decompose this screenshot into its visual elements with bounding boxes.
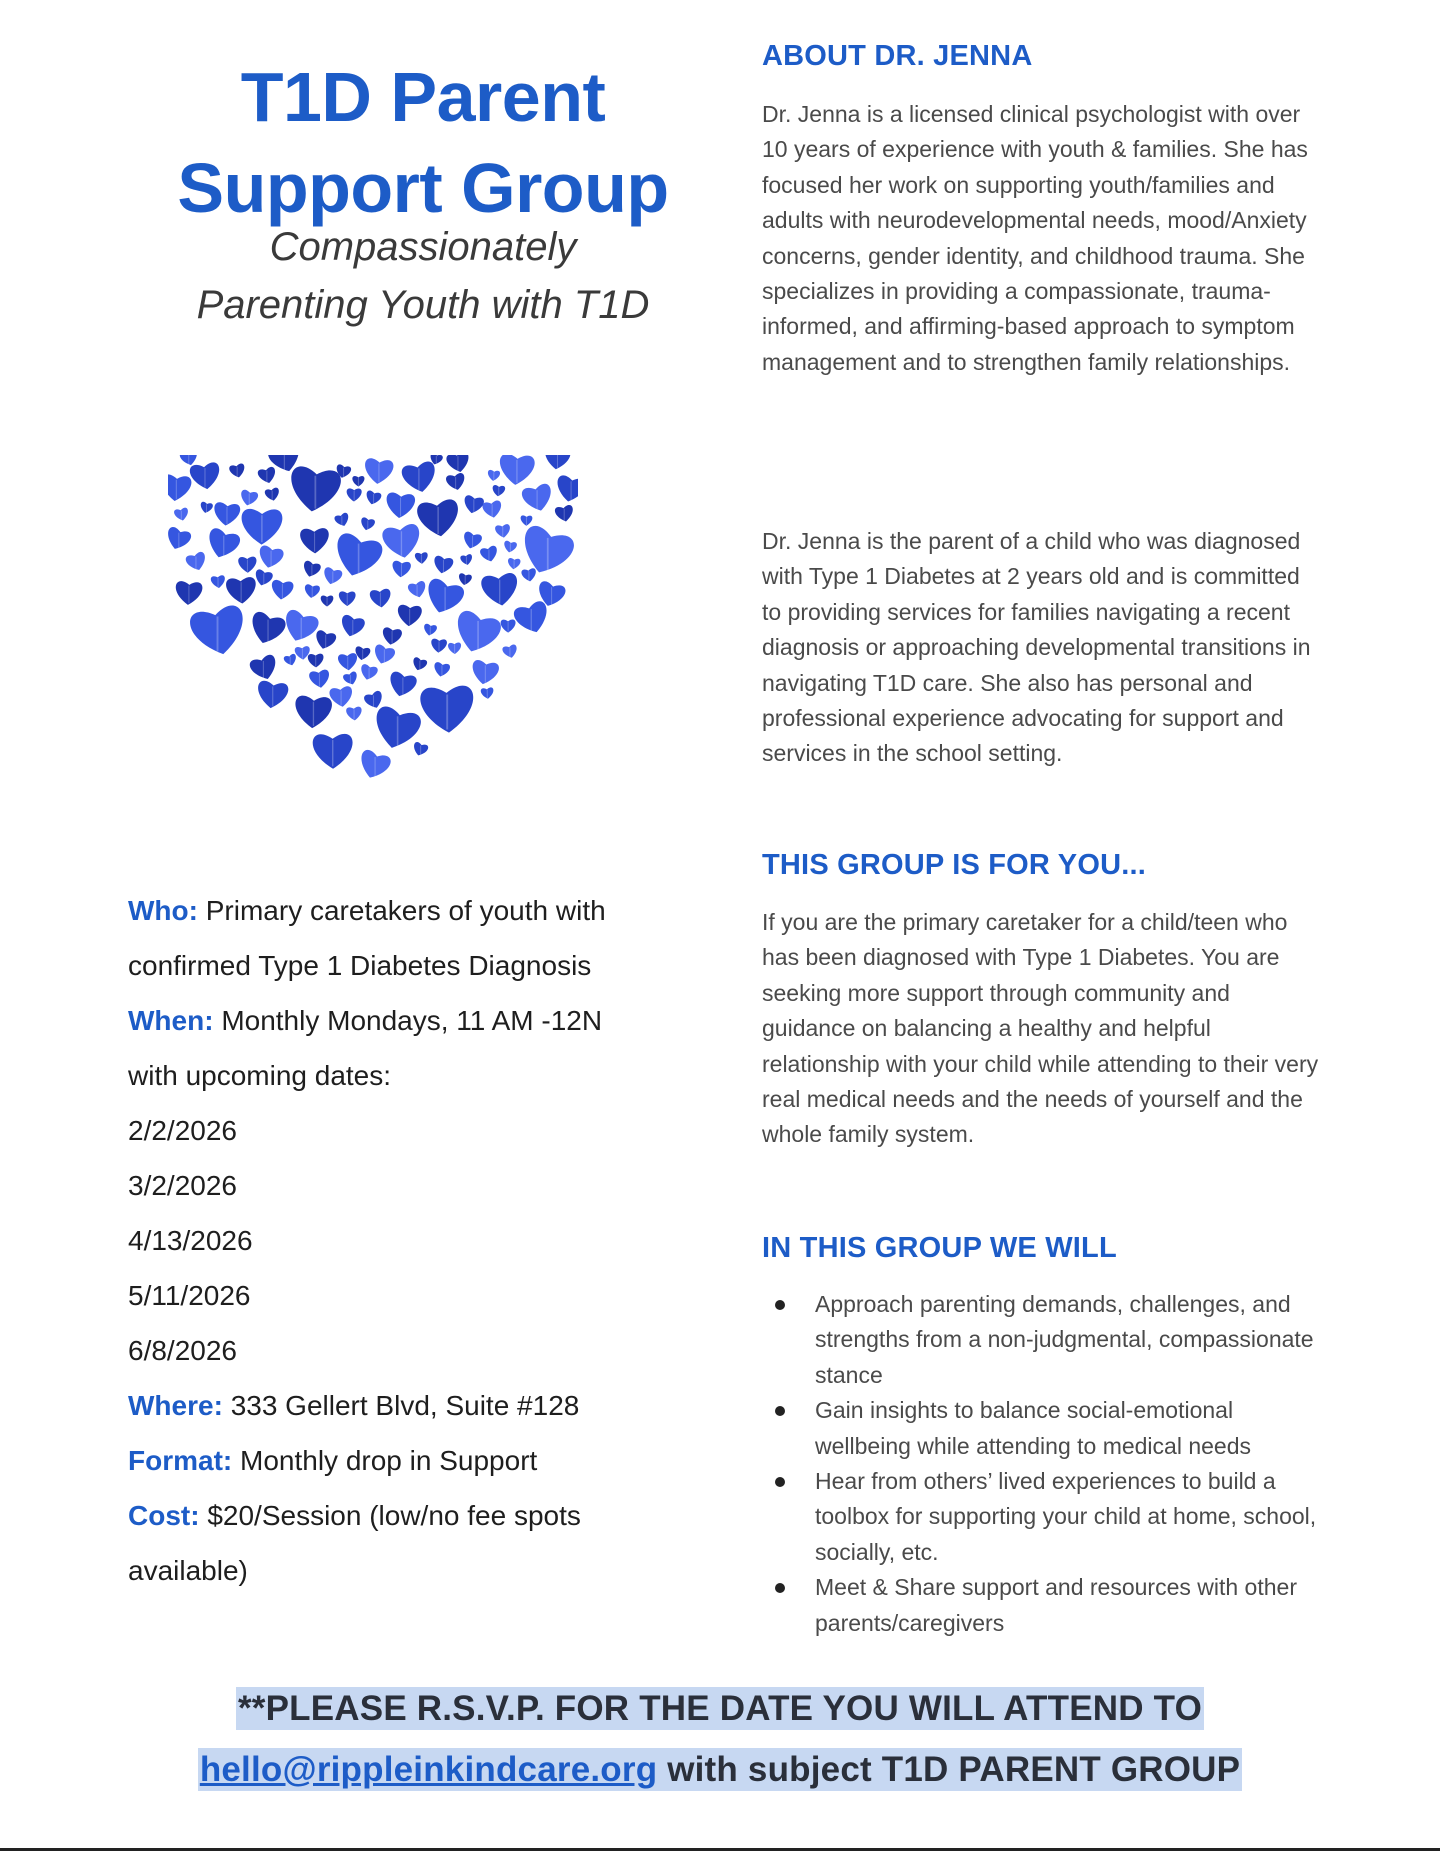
title-line-2: Support Group: [177, 149, 669, 227]
when-value: Monthly Mondays, 11 AM -12N: [221, 1005, 603, 1036]
we-will-list: [762, 1287, 1332, 1641]
about-heading: ABOUT DR. JENNA: [762, 40, 1033, 72]
small-heart-icon: [301, 560, 322, 579]
format-value: Monthly drop in Support: [240, 1445, 538, 1476]
small-heart-icon: [204, 527, 242, 562]
subtitle-line-2: Parenting Youth with T1D: [196, 283, 650, 327]
small-heart-icon: [168, 526, 192, 553]
small-heart-icon: [356, 748, 392, 782]
when-line-2: with upcoming dates:: [128, 1060, 392, 1091]
where-line: [128, 1378, 748, 1433]
rsvp-line-1: [0, 1689, 1440, 1729]
date-item: 3/2/2026: [128, 1170, 237, 1201]
small-heart-icon: [446, 455, 472, 474]
small-heart-icon: [554, 474, 578, 504]
who-line-2: confirmed Type 1 Diabetes Diagnosis: [128, 950, 592, 981]
event-details: [128, 883, 748, 1598]
bullet-icon: [775, 1300, 785, 1310]
small-heart-icon: [371, 644, 396, 667]
bullet-icon: [775, 1406, 785, 1416]
small-heart-icon: [168, 474, 192, 503]
subtitle-line-1: Compassionately: [269, 225, 577, 269]
rsvp-highlight: [198, 1748, 1242, 1791]
small-heart-icon: [256, 544, 284, 570]
cost-value: $20/Session (low/no fee spots: [207, 1500, 581, 1531]
cost-line-1: [128, 1488, 748, 1543]
small-heart-icon: [248, 653, 280, 683]
bullet-icon: [775, 1477, 785, 1487]
who-label: Who:: [128, 895, 198, 926]
small-heart-icon: [401, 460, 439, 495]
date-item: 4/13/2026: [128, 1225, 253, 1256]
small-heart-icon: [280, 608, 321, 646]
small-heart-icon: [313, 629, 337, 651]
date-item: 6/8/2026: [128, 1335, 237, 1366]
format-line: [128, 1433, 748, 1488]
heart-collage-icon: [168, 455, 578, 840]
rsvp-text-1: **PLEASE R.S.V.P. FOR THE DATE YOU WILL ATTEND TO: [237, 1689, 1202, 1728]
who-value: Primary caretakers of youth with: [205, 895, 606, 926]
small-heart-icon: [521, 482, 556, 514]
page-title: [0, 52, 846, 234]
small-heart-icon: [253, 569, 274, 588]
date-item: 2/2/2026: [128, 1115, 237, 1146]
where-value: 333 Gellert Blvd, Suite #128: [230, 1390, 580, 1421]
when-line-1: [128, 993, 748, 1048]
when-label: When:: [128, 1005, 214, 1036]
small-heart-icon: [461, 531, 482, 551]
we-will-heading: IN THIS GROUP WE WILL: [762, 1232, 1117, 1264]
small-heart-icon: [386, 670, 418, 699]
cost-line-2: available): [128, 1555, 248, 1586]
about-paragraph-1: Dr. Jenna is a licensed clinical psychologist with over 10 years of experience with youth & families. She has focused her work on supporting youth/families and adults with neurodevelopmental needs, mood/Anxiety concerns, gender identity, and childhood trauma. She specializes in providing a compassionate, trauma-informed, and affirming-based approach to symptom management and to strengthen family relationships.: [762, 101, 1308, 375]
list-item: Meet & Share support and resources with other parents/caregivers: [762, 1570, 1332, 1641]
rsvp-line-2: [0, 1750, 1440, 1790]
list-item: Hear from others’ lived experiences to build a toolbox for supporting your child at home, school, socially, etc.: [762, 1464, 1332, 1570]
for-you-heading: THIS GROUP IS FOR YOU...: [762, 849, 1147, 881]
small-heart-icon: [339, 614, 366, 639]
title-line-1: T1D Parent: [240, 58, 606, 136]
small-heart-icon: [188, 604, 249, 660]
small-heart-icon: [185, 551, 209, 573]
list-item: Gain insights to balance social-emotional wellbeing while attending to medical needs: [762, 1393, 1332, 1464]
list-item: Approach parenting demands, challenges, and strengths from a non-judgmental, compassionate stance: [762, 1287, 1332, 1393]
format-label: Format:: [128, 1445, 233, 1476]
small-heart-icon: [422, 577, 466, 618]
date-item: 5/11/2026: [128, 1280, 251, 1311]
about-paragraph-2: Dr. Jenna is the parent of a child who was diagnosed with Type 1 Diabetes at 2 years old and is committed to providing services for families navigating a recent diagnosis or approaching developmental transitions in navigating T1D care. She also has personal and professional experience advocating for support and services in the school setting.: [762, 528, 1311, 767]
where-label: Where:: [128, 1390, 223, 1421]
cost-label: Cost:: [128, 1500, 200, 1531]
small-heart-icon: [512, 600, 552, 637]
who-line-1: [128, 883, 748, 938]
rsvp-text-2: with subject T1D PARENT GROUP: [657, 1750, 1241, 1789]
page-subtitle: [0, 218, 846, 334]
heart-collage: [168, 455, 578, 840]
bullet-icon: [775, 1583, 785, 1593]
small-heart-icon: [247, 610, 288, 648]
for-you-paragraph: If you are the primary caretaker for a child/teen who has been diagnosed with Type 1 Diabetes. You are seeking more support through community and guidance on balancing a healthy and helpful relationship with your child while attending to their very real medical needs and the needs of yourself and the whole family system.: [762, 909, 1319, 1148]
small-heart-icon: [470, 659, 500, 686]
email-link[interactable]: hello@rippleinkindcare.org: [199, 1750, 658, 1789]
